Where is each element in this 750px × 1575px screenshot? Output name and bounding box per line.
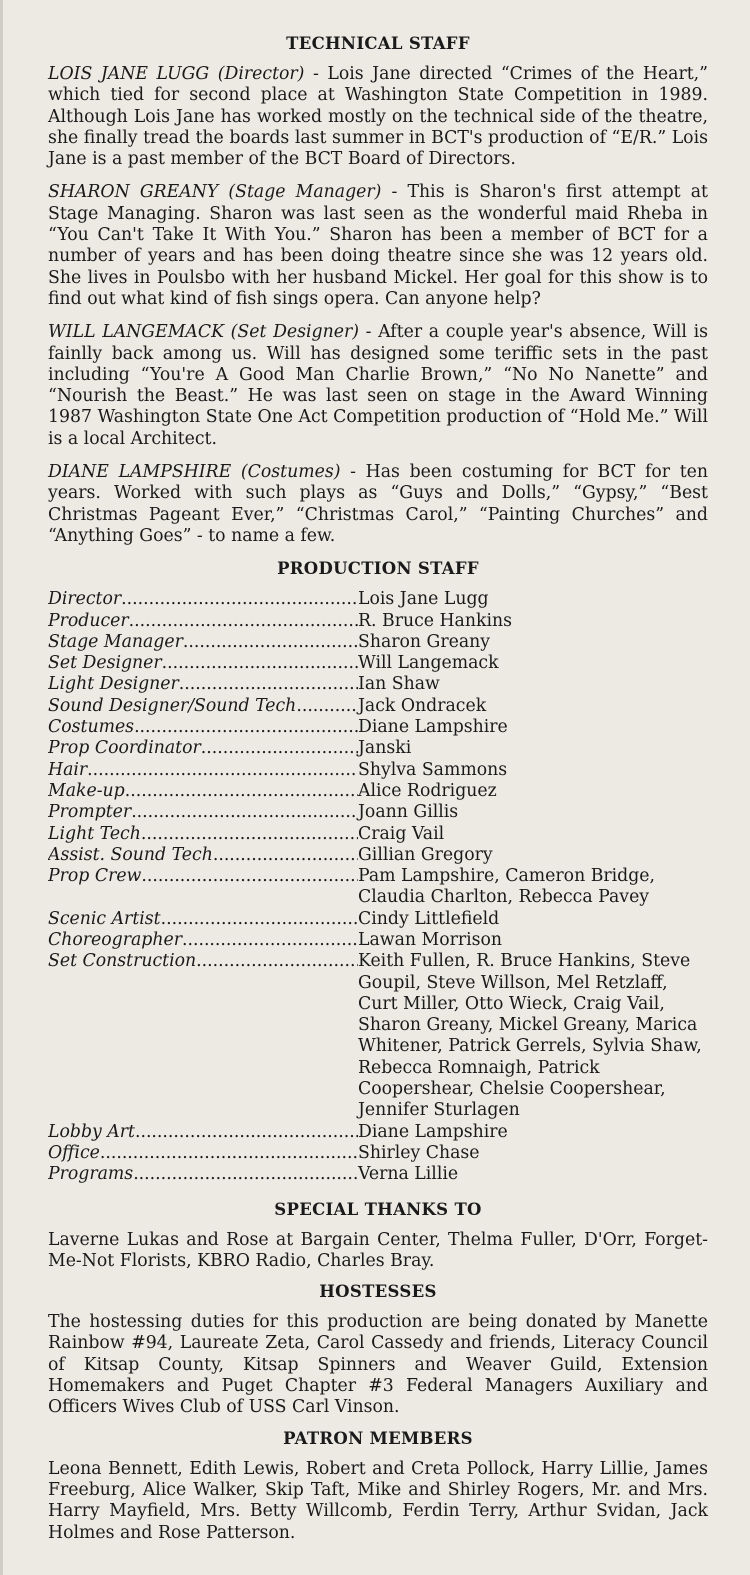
credit-person: Janski bbox=[358, 738, 412, 759]
credit-row-make-up bbox=[48, 781, 708, 802]
credit-row-prop-crew bbox=[48, 866, 708, 909]
credit-role: Light Designer bbox=[48, 674, 179, 695]
credit-role: Make-up bbox=[48, 780, 125, 801]
credit-row-light-designer bbox=[48, 674, 708, 695]
credit-person: Pam Lampshire, Cameron Bridge, Claudia Charlton, Rebecca Pavey bbox=[358, 866, 656, 908]
technical-staff-heading: TECHNICAL STAFF bbox=[286, 34, 470, 53]
credit-person: Verna Lillie bbox=[358, 1164, 459, 1185]
special-thanks-heading: SPECIAL THANKS TO bbox=[274, 1199, 482, 1219]
credit-role: Hair bbox=[48, 759, 88, 780]
credit-row-lobby-art bbox=[48, 1122, 708, 1143]
credit-person: Joann Gillis bbox=[358, 802, 459, 823]
credit-role: Prop Coordinator bbox=[48, 738, 201, 759]
credit-role: Assist. Sound Tech bbox=[48, 844, 213, 865]
credit-row-light-tech bbox=[48, 824, 708, 845]
credit-person: Diane Lampshire bbox=[358, 1121, 508, 1142]
credit-row-sound-designer bbox=[48, 696, 708, 717]
bio-lois-jane-lugg bbox=[48, 64, 708, 170]
credit-person: Shirley Chase bbox=[358, 1142, 480, 1163]
credit-person: Alice Rodriguez bbox=[358, 780, 497, 801]
credit-person: Cindy Littlefield bbox=[358, 908, 500, 929]
credit-row-director bbox=[48, 589, 708, 610]
credit-row-prop-coordinator bbox=[48, 738, 708, 759]
special-thanks-text: Laverne Lukas and Rose at Bargain Center, Thelma Fuller, D'Orr, Forget-Me-Not Florists, KBRO Radio, Charles Bray. bbox=[48, 1229, 708, 1271]
bio-sharon-greany bbox=[48, 182, 708, 310]
credit-role: Set Construction bbox=[48, 951, 197, 972]
credit-person: Lawan Morrison bbox=[358, 929, 503, 950]
credit-role: Costumes bbox=[48, 717, 135, 738]
patron-members-heading: PATRON MEMBERS bbox=[283, 1428, 473, 1448]
credit-row-set-construction bbox=[48, 951, 708, 1121]
credit-person: Sharon Greany bbox=[358, 631, 491, 652]
credit-person: Gillian Gregory bbox=[358, 844, 493, 865]
hostesses-text: The hostessing duties for this production are being donated by Manette Rainbow #94, Laureate Zeta, Carol Cassedy and friends, Literacy Council of Kitsap County, Kitsap Spinners and Weaver Guild, Extension Homemakers and Puget Chapter #3 Federal Managers Auxiliary and Officers Wives Club of USS Carl Vinson. bbox=[48, 1312, 708, 1418]
credit-role: Programs bbox=[48, 1164, 134, 1185]
credit-person: Keith Fullen, R. Bruce Hankins, Steve Goupil, Steve Willson, Mel Retzlaff, Curt Miller, Otto Wieck, Craig Vail, Sharon Greany, Mickel Greany, Marica Whitener, Patrick Gerrels, Sylvia Shaw, Rebecca Romnaigh, Patrick Coopershear, Chelsie Coopershear, Jennifer Sturlagen bbox=[358, 951, 702, 1121]
credit-role: Producer bbox=[48, 610, 129, 631]
bio-name: WILL LANGEMACK (Set Designer) bbox=[48, 322, 359, 343]
credit-role: Director bbox=[48, 589, 122, 610]
credit-role: Scenic Artist bbox=[48, 908, 161, 929]
credit-role: Sound Designer/Sound Tech bbox=[48, 695, 297, 716]
credit-row-choreographer bbox=[48, 930, 708, 951]
production-staff-heading: PRODUCTION STAFF bbox=[277, 559, 479, 579]
credit-person: Will Langemack bbox=[358, 653, 499, 674]
credit-row-stage-manager bbox=[48, 632, 708, 653]
credit-row-set-designer bbox=[48, 653, 708, 674]
credit-row-scenic-artist bbox=[48, 909, 708, 930]
bio-name: LOIS JANE LUGG (Director) bbox=[48, 64, 305, 84]
bio-text: - Has been costuming for BCT for ten years. Worked with such plays as “Guys and Dolls,” “Gypsy,” “Best Christmas Pageant Ever,” “Christmas Carol,” “Painting Churches” and “Anything Goes” - to name a few. bbox=[48, 462, 709, 546]
credit-row-costumes bbox=[48, 717, 708, 738]
bio-will-langemack bbox=[48, 322, 708, 450]
bio-name: SHARON GREANY (Stage Manager) bbox=[48, 182, 382, 203]
patron-members-text: Leona Bennett, Edith Lewis, Robert and Creta Pollock, Harry Lillie, James Freeburg, Alice Walker, Skip Taft, Mike and Shirley Rogers, Mr. and Mrs. Harry Mayfield, Mrs. Betty Willcomb, Ferdin Terry, Arthur Svidan, Jack Holmes and Rose Patterson. bbox=[48, 1458, 708, 1543]
credit-person: Jack Ondracek bbox=[358, 695, 487, 716]
bio-text: - After a couple year's absence, Will is fainlly back among us. Will has designed some teriffic sets in the past including “You're A Good Man Charlie Brown,” “No No Nanette” and “Nourish the Beast.” He was last seen on stage in the Award Winning 1987 Washington State One Act Competition production of “Hold Me.” Will is a local Architect. bbox=[48, 322, 708, 449]
credit-row-prompter bbox=[48, 802, 708, 823]
credit-row-office bbox=[48, 1143, 708, 1164]
credit-person: Ian Shaw bbox=[358, 674, 440, 695]
credit-row-programs bbox=[48, 1164, 708, 1185]
credit-role: Choreographer bbox=[48, 929, 182, 950]
credit-role: Prompter bbox=[48, 802, 132, 823]
credit-role: Office bbox=[48, 1142, 100, 1163]
credit-role: Light Tech bbox=[48, 823, 141, 844]
credit-row-assist-sound-tech bbox=[48, 845, 708, 866]
credit-role: Stage Manager bbox=[48, 631, 183, 652]
credit-role: Set Designer bbox=[48, 653, 162, 674]
credit-row-producer bbox=[48, 611, 708, 632]
bio-text: - Lois Jane directed “Crimes of the Heart,” which tied for second place at Washington State Competition in 1989. Although Lois Jane has worked mostly on the technical side of the theatre, she finally tread the boards last summer in BCT's production of “E/R.” Lois Jane is a past member of the BCT Board of Directors. bbox=[48, 64, 708, 170]
credit-person: Diane Lampshire bbox=[358, 717, 508, 738]
hostesses-heading: HOSTESSES bbox=[319, 1282, 437, 1302]
credit-role: Lobby Art bbox=[48, 1121, 135, 1142]
credit-person: Shylva Sammons bbox=[358, 759, 508, 780]
bio-name: DIANE LAMPSHIRE (Costumes) bbox=[48, 462, 341, 483]
credit-person: Craig Vail bbox=[358, 823, 445, 844]
credit-role: Prop Crew bbox=[48, 866, 142, 887]
credit-row-hair bbox=[48, 760, 708, 781]
bio-diane-lampshire bbox=[48, 462, 708, 547]
credit-person: Lois Jane Lugg bbox=[358, 589, 489, 610]
bio-text: - This is Sharon's first attempt at Stage Managing. Sharon was last seen as the wonderful maid Rheba in “You Can't Take It With You.” Sharon has been a member of BCT for a number of years and has been doing theatre since she was 12 years old. She lives in Poulsbo with her husband Mickel. Her goal for this show is to find out what kind of fish sings opera. Can anyone help? bbox=[48, 182, 708, 309]
credit-person: R. Bruce Hankins bbox=[358, 610, 512, 631]
production-credits-list bbox=[48, 589, 708, 1185]
